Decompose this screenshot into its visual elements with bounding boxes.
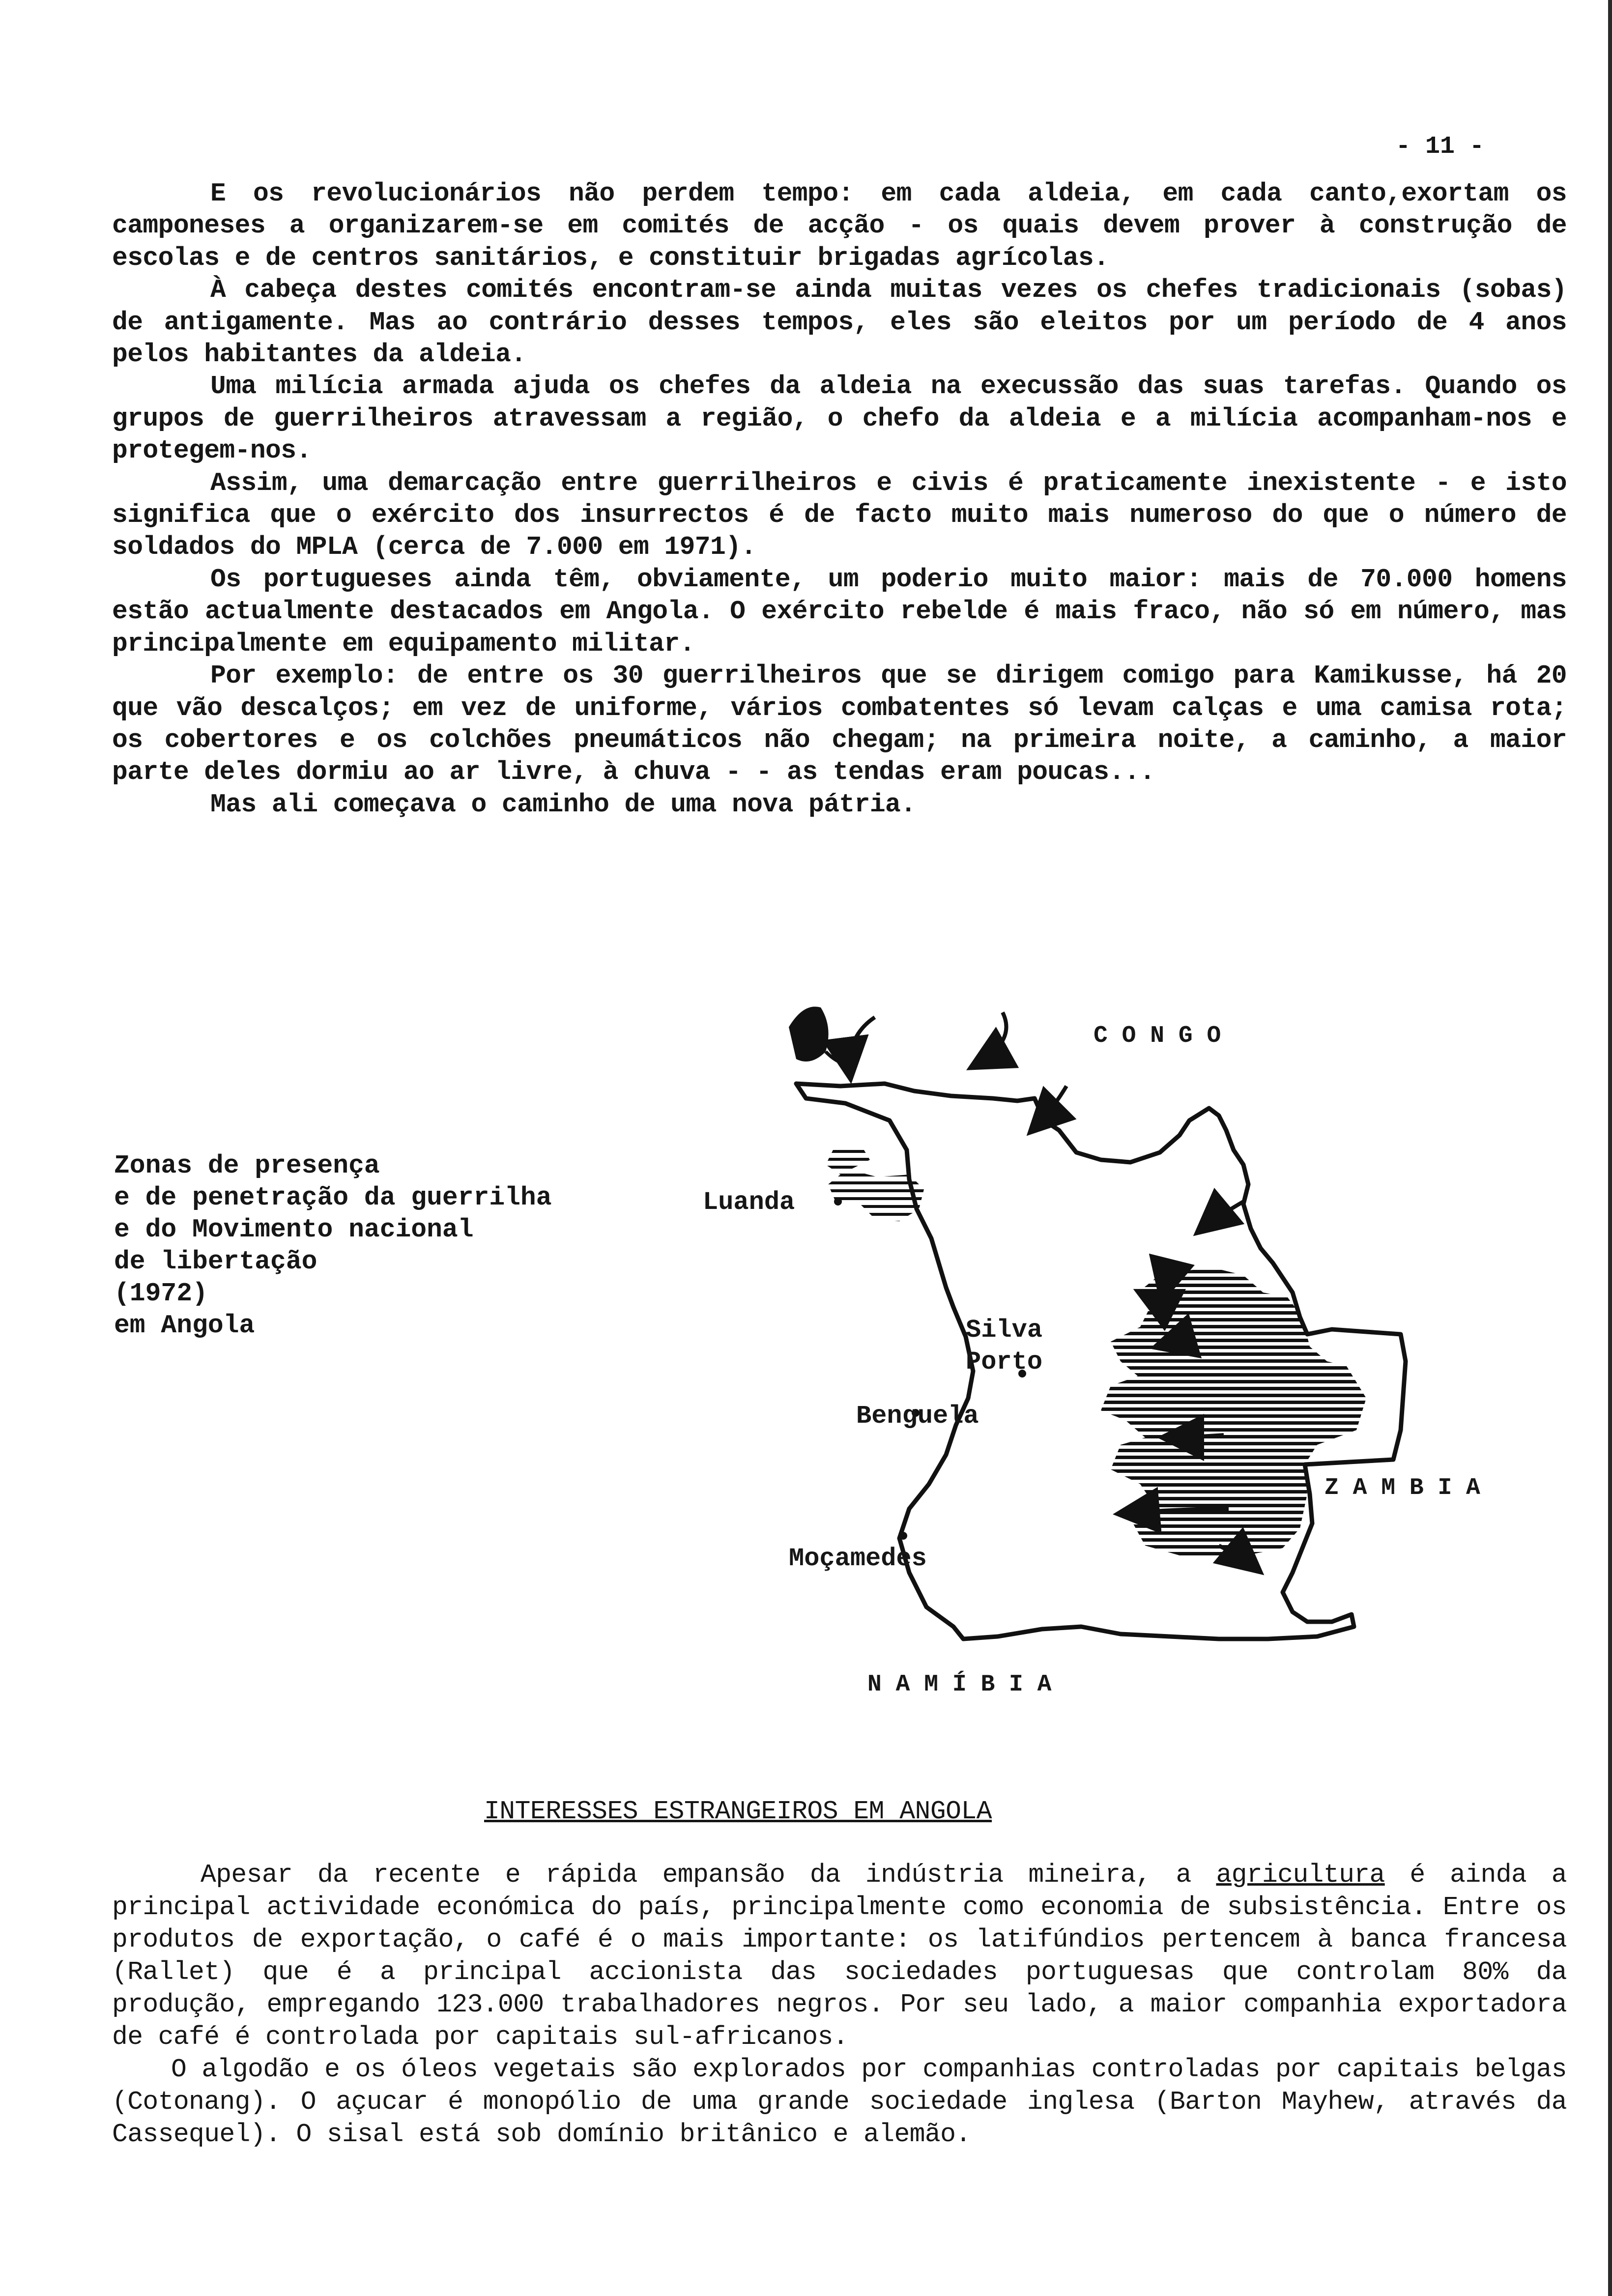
paragraph: Assim, uma demarcação entre guerrilheiros e civis é praticamente inexistente - e isto significa que o exército dos insurrectos é de facto muito mais numeroso do que o número de soldados do MPLA (cerca de 7.000 em 1971). (112, 468, 1567, 562)
paragraph: À cabeça destes comités encontram-se ainda muitas vezes os chefes tradicionais (sobas) de antigamente. Mas ao contrário desses tempos, eles são eleitos por um período de 4 anos pelos habitantes da aldeia. (112, 275, 1567, 370)
label-zambia: Z A M B I A (1324, 1475, 1480, 1501)
label-mocamedes: Moçamedes (789, 1544, 927, 1573)
cabinda-exclave (789, 1006, 829, 1062)
label-porto: Porto (966, 1348, 1043, 1377)
paragraph: Apesar da recente e rápida empansão da indústria mineira, a agricultura é ainda a principal actividade económica do país, principalmente como economia de subsistência. Entre os produtos de exportação, o café é o mais importante: os latifúndios pertencem à banca francesa (Rallet) que é a principal accionista das sociedades portuguesas que controlam 80% da produção, empregando 123.000 trabalhadores negros. Por seu lado, a maior companhia exportadora de café é controlada por capitais sul-africanos. (112, 1860, 1567, 2052)
caption-line: de libertação (114, 1247, 317, 1276)
paragraph: Os portugueses ainda têm, obviamente, um poderio muito maior: mais de 70.000 homens estão actualmente destacados em Angola. O exército rebelde é mais fraco, não só em número, mas principalmente em equipamento militar. (112, 564, 1567, 659)
label-silva: Silva (966, 1316, 1043, 1345)
section-heading: INTERESSES ESTRANGEIROS EM ANGOLA (484, 1797, 992, 1826)
body-text (112, 178, 1567, 821)
caption-line: e de penetração da guerrilha (114, 1183, 552, 1212)
paragraph: Por exemplo: de entre os 30 guerrilheiros que se dirigem comigo para Kamikusse, há 20 que vão descalços; em vez de uniforme, vários combatentes só levam calças e uma camisa rota; os cobertores e os colchões pneumáticos não chegam; na primeira noite, a caminho, a maior parte deles dormiu ao ar livre, à chuva - - as tendas eram poucas... (112, 661, 1567, 787)
caption-line: em Angola (114, 1311, 255, 1340)
angola-map (678, 953, 1543, 1700)
lower-body-text (112, 1859, 1567, 2151)
east-guerrilla-zone (1101, 1268, 1366, 1558)
page-edge (1608, 0, 1612, 2296)
paragraph: Mas ali começava o caminho de uma nova pátria. (210, 789, 916, 819)
label-congo: C O N G O (1094, 1023, 1221, 1049)
caption-line: e do Movimento nacional (114, 1215, 474, 1244)
paragraph: O algodão e os óleos vegetais são explorados por companhias controladas por capitais belgas (Cotonang). O açucar é monopólio de uma grande sociedade inglesa (Barton Mayhew, através da Cassequel). O sisal está sob domínio britânico e alemão. (112, 2055, 1567, 2149)
label-benguela: Benguela (856, 1402, 979, 1431)
page-number: - 11 - (1396, 133, 1485, 161)
caption-line: Zonas de presença (114, 1151, 380, 1180)
caption-line: (1972) (114, 1279, 208, 1308)
paragraph: E os revolucionários não perdem tempo: em cada aldeia, em cada canto,exortam os camponeses a organizarem-se em comités de acção - os quais devem prover à construção de escolas e de centros sanitários, e constituir brigadas agrícolas. (112, 179, 1567, 273)
map-caption (114, 1150, 704, 1342)
paragraph: Uma milícia armada ajuda os chefes da aldeia na execussão das suas tarefas. Quando os grupos de guerrilheiros atravessam a região, o chefo da aldeia e a milícia acompanham-nos e protegem-nos. (112, 372, 1567, 466)
label-luanda: Luanda (703, 1188, 795, 1217)
label-namibia: N A M Í B I A (867, 1671, 1052, 1698)
underlined-word: agricultura (1216, 1860, 1385, 1890)
